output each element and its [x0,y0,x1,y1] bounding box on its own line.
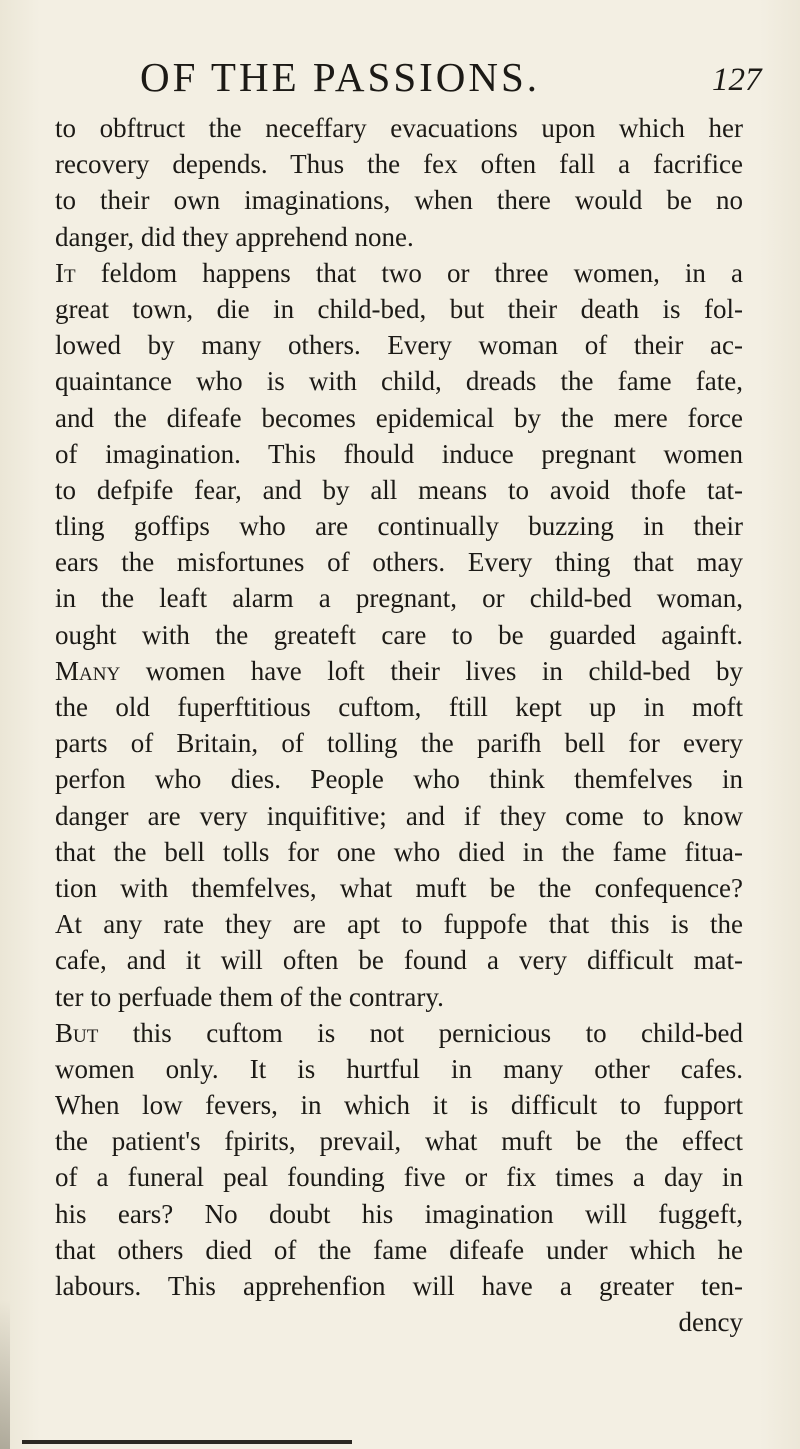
text-line: tion with themfelves, what muft be the confequence? [55,872,743,903]
text-line: the old fuperftitious cuftom, ftill kept up in moft [55,692,743,722]
text-line: quaintance who is with child, dreads the fame fate, [55,366,743,397]
page-number: 127 [712,62,762,98]
text-line: ought with the greateft care to be guarded againft. [55,619,743,650]
text-line: ears the misfortunes of others. Every thing that may [55,547,743,578]
running-head [0,52,800,102]
text-line: ter to perfuade them of the contrary. [55,981,444,1012]
body-text [55,110,743,1340]
text-line: his ears? No doubt his imagination will fuggeft, [55,1198,743,1229]
text-line: When low fevers, in which it is difficult to fupport [55,1090,743,1121]
text-line: the patient's fpirits, prevail, what muft be the effect [55,1126,743,1157]
text-line: danger, did they apprehend none. [55,221,414,252]
catchword: dency [678,1307,743,1338]
text-line: that others died of the fame difeafe under which he [55,1234,743,1265]
paragraph-start-line: Many women have loft their lives in child-bed by [55,655,743,686]
text-line: of a funeral peal founding five or fix times a day in [55,1162,743,1193]
text-line: of imagination. This fhould induce pregnant women [55,438,743,469]
text-line: great town, die in child-bed, but their death is fol- [55,293,743,324]
text-line: perfon who dies. People who think themfelves in [55,764,743,795]
text-line: cafe, and it will often be found a very difficult mat- [55,945,743,976]
text-line: women only. It is hurtful in many other cafes. [55,1053,743,1084]
text-line: danger are very inquifitive; and if they come to know [55,800,743,831]
paragraph-initial-word: But [55,1017,99,1048]
page-edge-rule [22,1440,352,1444]
running-title: OF THE PASSIONS. [140,54,541,100]
text-line: parts of Britain, of tolling the parifh bell for every [55,728,743,759]
text-line: lowed by many others. Every woman of their ac- [55,330,743,361]
paragraph-start-line: But this cuftom is not pernicious to child-bed [55,1017,743,1048]
binding-shadow [0,1300,10,1449]
text-line: At any rate they are apt to fuppofe that this is the [55,909,743,940]
text-line: that the bell tolls for one who died in the fame fitua- [55,836,743,867]
text-line: labours. This apprehenfion will have a greater ten- [55,1271,743,1301]
text-line: to obftruct the neceffary evacuations upon which her [55,113,743,143]
text-line: recovery depends. Thus the fex often fall a facrifice [55,149,743,180]
text-line: and the difeafe becomes epidemical by the mere force [55,402,743,433]
text-line: to defpife fear, and by all means to avoid thofe tat- [55,474,743,505]
text-line: in the leaft alarm a pregnant, or child-bed woman, [55,583,743,614]
paragraph-initial-word: It [55,257,76,288]
paragraph-start-line: It feldom happens that two or three women, in a [55,257,743,288]
text-line: tling goffips who are continually buzzing in their [55,511,743,542]
text-line: to their own imaginations, when there would be no [55,185,743,216]
paragraph-initial-word: Many [55,655,121,686]
